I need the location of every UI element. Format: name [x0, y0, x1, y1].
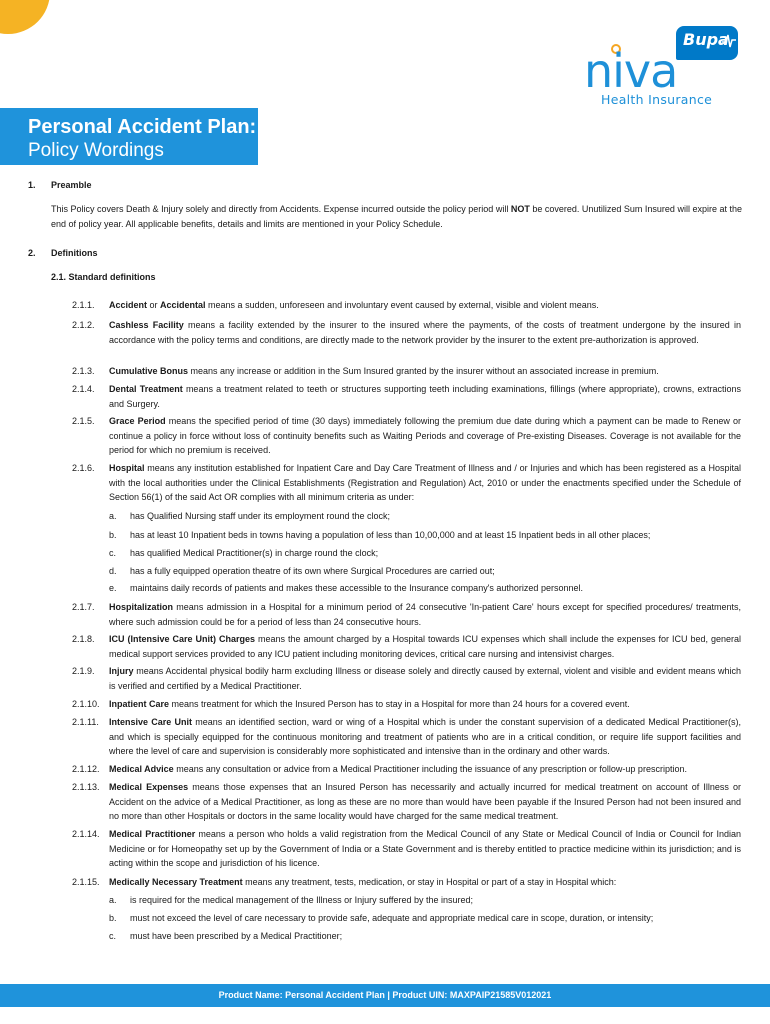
health-insurance-tagline: Health Insurance [601, 92, 713, 107]
definition-text [109, 364, 741, 379]
definition-description: means any treatment, tests, medication, or stay in Hospital or part of a stay in Hospital which: [242, 877, 617, 887]
list-letter: b. [109, 913, 117, 923]
definition-number: 2.1.6. [72, 463, 95, 473]
definition-number: 2.1.10. [72, 699, 100, 709]
definition-number: 2.1.11. [72, 717, 99, 727]
definition-description: means a treatment related to teeth or structures supporting teeth including examinations, fillings (where appropriate), crowns, extractions and Surgery. [109, 384, 741, 409]
definition-text [109, 827, 741, 871]
definition-term: Hospitalization [109, 602, 174, 612]
definition-term: Accidental [160, 300, 206, 310]
definition-number: 2.1.5. [72, 416, 95, 426]
definition-term: Cumulative Bonus [109, 366, 189, 376]
definition-connector: or [147, 300, 161, 310]
definition-term: Medical Practitioner [109, 829, 196, 839]
definition-number: 2.1.8. [72, 634, 95, 644]
list-text: has at least 10 Inpatient beds in towns having a population of less than 10,00,000 and at least 15 Inpatient beds in all other places; [130, 530, 651, 540]
definition-number: 2.1.12. [72, 764, 100, 774]
list-text: has qualified Medical Practitioner(s) in charge round the clock; [130, 548, 379, 558]
bupa-badge [676, 26, 738, 60]
list-letter: c. [109, 931, 117, 941]
definition-term: Medical Expenses [109, 782, 189, 792]
preamble-emphasis: NOT [510, 204, 530, 214]
definition-description: means an identified section, ward or wing of a Hospital which is under the constant supervision of a dedicated Medical Practitioner(s), and which is specially equipped for the continuous monitoring and treatment of patients who are in a critical condition, or require life support facilities and where the level of care and supervision is considerably more sophisticated and intensive than in the ordinary and other wards. [109, 717, 742, 756]
definition-number: 2.1.3. [72, 366, 95, 376]
definition-text [109, 382, 741, 411]
definition-text [109, 664, 741, 693]
list-letter: a. [109, 895, 117, 905]
bupa-wordmark: Bupa [683, 30, 729, 49]
list-text: must have been prescribed by a Medical Practitioner; [130, 931, 343, 941]
section-title: Definitions [51, 248, 98, 258]
definition-description: means treatment for which the Insured Person has to stay in a Hospital for more than 24 hours for a covered event. [169, 699, 630, 709]
definition-description: means a person who holds a valid registration from the Medical Council of any State or Medical Council of India or Council for Indian Medicine or for Homeopathy set up by the Government of India or a State Government and is thereby entitled to practice medicine within its jurisdiction; and is acting within the scope and jurisdiction of his licence. [109, 829, 741, 868]
niva-bupa-logo [578, 26, 758, 112]
definition-description: means any consultation or advice from a Medical Practitioner including the issuance of any prescription or follow-up prescription. [173, 764, 687, 774]
definition-description: means those expenses that an Insured Person has necessarily and actually incurred for medical treatment on account of Illness or Accident on the advice of a Medical Practitioner, as long as these are no more than would have been payable if the Insured Person had not been insured and no more than other Hospitals or doctors in the same locality would have charged for the same medical treatment. [109, 782, 741, 821]
definition-number: 2.1.14. [72, 829, 100, 839]
definition-description: means any institution established for Inpatient Care and Day Care Treatment of Illness and / or Injuries and which has been registered as a Hospital with the local authorities under the Clinical Establishments (Registration and Regulation) Act, 2010 or under the enactments specified under the Schedule of Section 56(1) of the said Act OR complies with all minimum criteria as under: [109, 463, 741, 502]
definition-text [109, 632, 741, 661]
definition-text [109, 715, 741, 759]
page-title: Personal Accident Plan: [28, 116, 257, 138]
list-letter: d. [109, 566, 117, 576]
definition-term: Medically Necessary Treatment [109, 877, 243, 887]
heartbeat-icon [722, 32, 736, 50]
list-letter: b. [109, 530, 117, 540]
list-text: has Qualified Nursing staff under its employment round the clock; [130, 511, 390, 521]
definition-text [109, 600, 741, 629]
list-letter: c. [109, 548, 117, 558]
section-title: Preamble [51, 180, 92, 190]
definition-number: 2.1.9. [72, 666, 95, 676]
definition-description: means a facility extended by the insurer to the insured where the payments, of the costs of treatment undergone by the insured in accordance with the policy terms and conditions, are directly made to the network provider by the insurer to the extent pre-authorization is approved. [109, 320, 741, 345]
definition-term: Hospital [109, 463, 145, 473]
preamble-text-part: be covered. Unutilized Sum Insured will expire at the end of policy year. All applicable benefits, details and limits are mentioned in your Policy Schedule. [51, 204, 742, 229]
definition-description: means Accidental physical bodily harm excluding Illness or disease solely and directly caused by external, violent and visible and evident means which is verified and certified by a Medical Practitioner. [109, 666, 741, 691]
list-text: must not exceed the level of care necessary to provide safe, adequate and appropriate medical care in scope, duration, or intensity; [130, 913, 654, 923]
definition-term: Medical Advice [109, 764, 174, 774]
page-subtitle: Policy Wordings [28, 140, 164, 161]
definition-text [109, 780, 741, 824]
definition-description: means the specified period of time (30 days) immediately following the premium due date during which a payment can be made to Renew or continue a policy in force without loss of continuity benefits such as Waiting Periods and coverage of Pre-existing Diseases. Coverage is not available for the period for which no premium is received. [109, 416, 742, 455]
definition-number: 2.1.4. [72, 384, 95, 394]
definition-text [109, 298, 741, 313]
definition-text [109, 762, 741, 777]
definition-text [109, 461, 741, 505]
list-text: is required for the medical management of the Illness or Injury suffered by the insured; [130, 895, 474, 905]
definition-text [109, 697, 741, 712]
definition-term: ICU (Intensive Care Unit) Charges [109, 634, 255, 644]
preamble-text-part: This Policy covers Death & Injury solely and directly from Accidents. Expense incurred outside the policy period will [51, 204, 511, 214]
definition-term: Injury [109, 666, 134, 676]
definition-term: Dental Treatment [109, 384, 183, 394]
definition-term: Accident [109, 300, 148, 310]
definition-text [109, 318, 741, 347]
definition-number: 2.1.2. [72, 320, 95, 330]
definition-term: Inpatient Care [109, 699, 170, 709]
list-text: has a fully equipped operation theatre of its own where Surgical Procedures are carried out; [130, 566, 495, 576]
definition-description: means a sudden, unforeseen and involuntary event caused by external, visible and violent means. [205, 300, 599, 310]
section-number: 1. [28, 180, 36, 190]
section-number: 2. [28, 248, 36, 258]
definition-description: means admission in a Hospital for a minimum period of 24 consecutive 'In-patient Care' hours except for specified procedures/ treatments, where such admission could be for a period of less than 24 consecutive hours. [109, 602, 741, 627]
definition-description: means any increase or addition in the Sum Insured granted by the insurer without an associated increase in premium. [188, 366, 659, 376]
definition-number: 2.1.13. [72, 782, 100, 792]
definition-term: Intensive Care Unit [109, 717, 193, 727]
corner-decoration [0, 0, 50, 34]
definition-term: Cashless Facility [109, 320, 184, 330]
footer-bar: Product Name: Personal Accident Plan | Product UIN: MAXPAIP21585V012021 [0, 984, 770, 1007]
definition-description: means the amount charged by a Hospital towards ICU expenses which shall include the expenses for ICU bed, general medical support services provided to any ICU patient including monitoring devices, critical care nursing and intensivist charges. [109, 634, 742, 659]
definition-number: 2.1.15. [72, 877, 100, 887]
preamble-text [51, 202, 742, 231]
definition-text [109, 875, 741, 890]
title-banner [0, 108, 258, 165]
definition-number: 2.1.1. [72, 300, 95, 310]
niva-wordmark: niva [584, 44, 678, 98]
definition-number: 2.1.7. [72, 602, 95, 612]
subsection-heading: 2.1. Standard definitions [51, 272, 156, 282]
list-letter: a. [109, 511, 117, 521]
list-letter: e. [109, 583, 117, 593]
list-text: maintains daily records of patients and makes these accessible to the Insurance company's authorized personnel. [130, 583, 583, 593]
definition-term: Grace Period [109, 416, 166, 426]
definition-text [109, 414, 741, 458]
